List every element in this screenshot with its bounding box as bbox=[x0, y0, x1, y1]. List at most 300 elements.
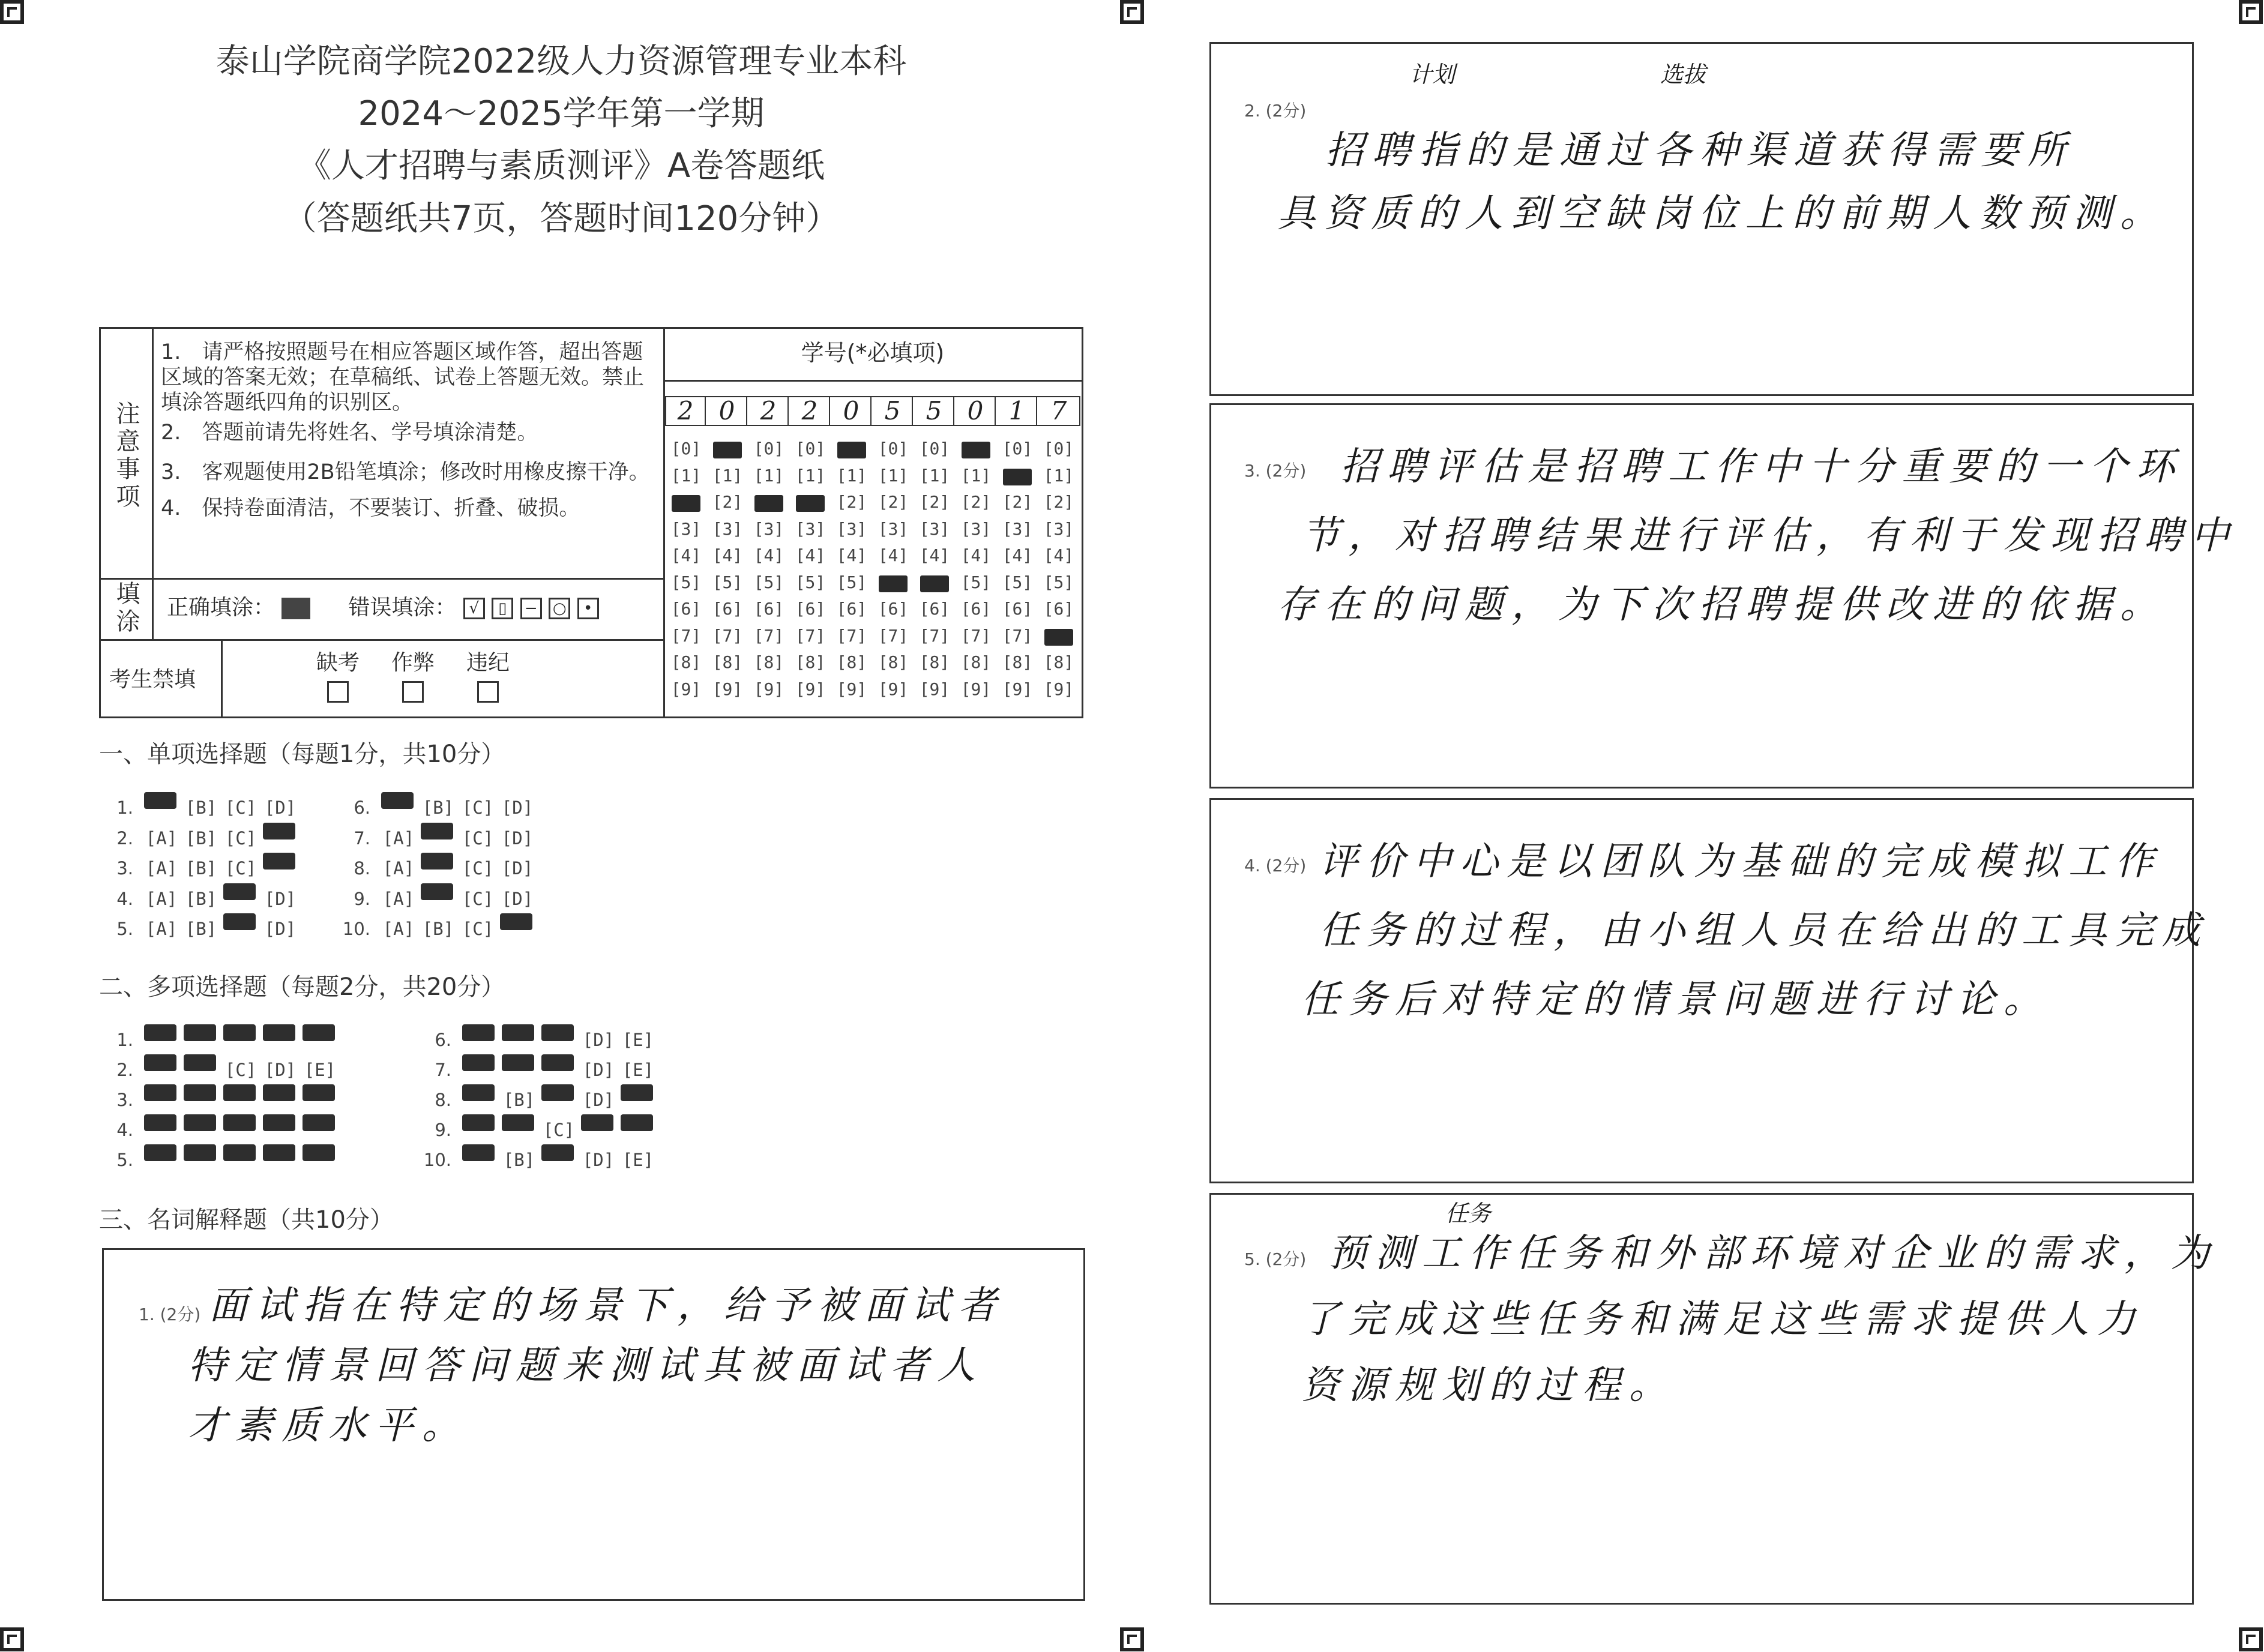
student-id-bubble[interactable]: [4] bbox=[670, 545, 702, 565]
multi-choice-row bbox=[414, 1138, 658, 1170]
student-id-bubble[interactable]: [4] bbox=[795, 545, 826, 565]
corner-marker-top-center bbox=[1120, 0, 1144, 24]
choice-bubble-d[interactable]: [D] bbox=[501, 858, 534, 879]
choice-bubble-a[interactable] bbox=[142, 1078, 181, 1106]
wrong-fill-circle-icon: ○ bbox=[549, 598, 570, 619]
q1-answer-line-1: 面试指在特定的场景下，给予被面试者 bbox=[209, 1284, 1005, 1328]
student-id-bubble[interactable]: [0] bbox=[1002, 439, 1033, 458]
q4-answer-line-3: 任务后对特定的情景问题进行讨论。 bbox=[1301, 978, 2050, 1022]
student-id-bubble[interactable]: [3] bbox=[1002, 518, 1033, 539]
question-number: 4. bbox=[116, 1120, 133, 1140]
choice-bubble-d[interactable]: [D] bbox=[501, 888, 534, 909]
choice-bubble-d[interactable]: [D] bbox=[582, 1150, 615, 1170]
student-id-bubble[interactable]: [4] bbox=[1043, 545, 1074, 565]
choice-bubble-a[interactable]: [A] bbox=[145, 919, 178, 939]
student-id-bubble[interactable]: [3] bbox=[836, 518, 867, 539]
choice-bubble-a[interactable] bbox=[460, 1048, 499, 1076]
student-id-bubble[interactable]: [6] bbox=[712, 599, 743, 619]
header-line-3: 《人才招聘与素质测评》A卷答题纸 bbox=[297, 146, 825, 185]
choice-bubble-c[interactable]: [C] bbox=[462, 919, 494, 939]
student-id-bubble[interactable]: [8] bbox=[919, 652, 950, 672]
question-number: 7. bbox=[354, 828, 370, 849]
corner-marker-top-right bbox=[2239, 0, 2263, 24]
choice-bubble-b[interactable] bbox=[181, 1018, 221, 1046]
choice-bubble-d[interactable] bbox=[260, 1138, 300, 1166]
student-id-bubble[interactable]: [2] bbox=[712, 492, 743, 512]
answer-box-q2[interactable] bbox=[1209, 42, 2194, 396]
notice-label: 注意事项 bbox=[112, 401, 140, 511]
student-id-bubble[interactable]: [9] bbox=[1002, 679, 1033, 699]
student-id-bubble[interactable]: [1] bbox=[878, 465, 909, 485]
student-id-bubble[interactable]: [8] bbox=[960, 652, 992, 672]
student-id-bubble[interactable]: [5] bbox=[712, 572, 743, 592]
q4-answer-line-1: 评价中心是以团队为基础的完成模拟工作 bbox=[1319, 840, 2162, 884]
q1-answer-line-3: 才素质水平。 bbox=[188, 1404, 469, 1448]
choice-bubble-c[interactable]: [C] bbox=[224, 1060, 257, 1080]
choice-bubble-b[interactable]: [B] bbox=[185, 919, 217, 939]
correct-fill-sample bbox=[281, 598, 310, 619]
proctor-label: 考生禁填 bbox=[109, 667, 196, 692]
student-id-bubble[interactable]: [9] bbox=[753, 679, 784, 699]
student-id-digit: 0 bbox=[832, 396, 872, 426]
choice-bubble-b[interactable]: [B] bbox=[185, 888, 217, 909]
student-id-bubble[interactable] bbox=[917, 571, 953, 595]
student-id-bubble[interactable]: [6] bbox=[1002, 599, 1033, 619]
choice-bubble-e[interactable] bbox=[300, 1018, 340, 1046]
choice-bubble-c[interactable] bbox=[221, 1138, 260, 1166]
choice-bubble-a[interactable]: [A] bbox=[145, 858, 178, 879]
proctor-option-absent[interactable]: 缺考 bbox=[311, 650, 365, 703]
single-choice-row bbox=[333, 877, 537, 909]
student-id-bubble[interactable]: [2] bbox=[960, 492, 992, 512]
student-id-bubble[interactable]: [0] bbox=[795, 439, 826, 458]
student-id-bubble[interactable] bbox=[958, 437, 994, 461]
student-id-bubble[interactable]: [1] bbox=[960, 465, 992, 485]
student-id-bubble[interactable]: [4] bbox=[960, 545, 992, 565]
choice-bubble-e[interactable] bbox=[300, 1078, 340, 1106]
student-id-bubble[interactable]: [2] bbox=[836, 492, 867, 512]
choice-bubble-d[interactable] bbox=[579, 1108, 618, 1136]
choice-bubble-a[interactable]: [A] bbox=[382, 828, 415, 849]
multi-choice-row bbox=[96, 1108, 340, 1140]
student-id-bubble[interactable]: [7] bbox=[795, 625, 826, 646]
choice-bubble-d[interactable] bbox=[260, 1078, 300, 1106]
student-id-bubble[interactable] bbox=[834, 437, 870, 461]
single-choice-row bbox=[96, 817, 300, 849]
student-id-bubble[interactable]: [6] bbox=[795, 599, 826, 619]
student-id-bubble[interactable]: [3] bbox=[712, 518, 743, 539]
question-number: 5. bbox=[116, 1150, 133, 1170]
notice-item-2: 2. 答题前请先将姓名、学号填涂清楚。 bbox=[161, 421, 538, 445]
student-id-bubble[interactable]: [4] bbox=[919, 545, 950, 565]
student-id-bubble[interactable]: [4] bbox=[712, 545, 743, 565]
student-id-bubble[interactable]: [5] bbox=[670, 572, 702, 592]
choice-bubble-c[interactable]: [C] bbox=[224, 858, 257, 879]
student-id-bubble[interactable]: [8] bbox=[753, 652, 784, 672]
student-id-bubble[interactable]: [3] bbox=[960, 518, 992, 539]
student-id-bubble[interactable]: [9] bbox=[712, 679, 743, 699]
choice-bubble-a[interactable] bbox=[460, 1078, 499, 1106]
q2-answer-line-2: 具资质的人到空缺岗位上的前期人数预测。 bbox=[1277, 191, 2167, 236]
question-number: 2. bbox=[116, 828, 133, 849]
fill-example-row bbox=[167, 593, 599, 623]
student-id-bubble[interactable]: [7] bbox=[960, 625, 992, 646]
question-number: 10. bbox=[342, 919, 370, 939]
choice-bubble-a[interactable]: [A] bbox=[382, 888, 415, 909]
choice-bubble-d[interactable]: [D] bbox=[582, 1060, 615, 1080]
student-id-bubble[interactable]: [7] bbox=[1002, 625, 1033, 646]
student-id-bubble[interactable]: [5] bbox=[960, 572, 992, 592]
student-id-bubble[interactable] bbox=[668, 490, 704, 514]
choice-bubble-d[interactable]: [D] bbox=[582, 1090, 615, 1110]
q3-answer-line-3: 存在的问题，为下次招聘提供改进的依据。 bbox=[1277, 583, 2167, 627]
q1-answer-line-2: 特定情景回答问题来测试其被面试者人 bbox=[188, 1344, 984, 1388]
choice-bubble-b[interactable] bbox=[418, 847, 458, 874]
choice-bubble-e[interactable] bbox=[618, 1078, 658, 1106]
single-choice-row bbox=[333, 847, 537, 879]
student-id-digit: 0 bbox=[708, 396, 747, 426]
choice-bubble-c[interactable]: [C] bbox=[224, 797, 257, 818]
student-id-bubble[interactable] bbox=[1041, 624, 1077, 648]
student-id-digit: 5 bbox=[915, 396, 954, 426]
question-number: 1. bbox=[116, 797, 133, 818]
student-id-bubble[interactable]: [5] bbox=[753, 572, 784, 592]
student-id-bubble[interactable]: [9] bbox=[670, 679, 702, 699]
student-id-bubble[interactable]: [7] bbox=[919, 625, 950, 646]
choice-bubble-e[interactable]: [E] bbox=[622, 1060, 654, 1080]
choice-bubble-e[interactable]: [E] bbox=[622, 1150, 654, 1170]
choice-bubble-a[interactable] bbox=[379, 786, 418, 814]
single-choice-row bbox=[96, 847, 300, 879]
student-id-bubble[interactable]: [0] bbox=[919, 439, 950, 458]
choice-bubble-e[interactable] bbox=[618, 1108, 658, 1136]
proctor-option-violation[interactable]: 违纪 bbox=[461, 650, 515, 703]
question-number: 6. bbox=[354, 797, 370, 818]
wrong-fill-dash-icon: − bbox=[520, 598, 542, 619]
section1-title: 一、单项选择题（每题1分，共10分） bbox=[99, 740, 505, 768]
q2-annotation: 计划 选拔 bbox=[1409, 61, 1706, 88]
student-id-bubble[interactable]: [8] bbox=[1043, 652, 1074, 672]
student-id-bubble[interactable]: [1] bbox=[795, 465, 826, 485]
student-id-bubble[interactable]: [9] bbox=[836, 679, 867, 699]
q3-label: 3. (2分) bbox=[1244, 461, 1307, 481]
student-id-bubble[interactable]: [0] bbox=[878, 439, 909, 458]
student-id-bubble[interactable] bbox=[709, 437, 745, 461]
fill-label: 填涂 bbox=[112, 581, 140, 636]
student-id-bubble[interactable]: [3] bbox=[878, 518, 909, 539]
choice-bubble-c[interactable] bbox=[221, 907, 260, 935]
question-number: 9. bbox=[435, 1120, 451, 1140]
choice-bubble-b[interactable] bbox=[181, 1108, 221, 1136]
choice-bubble-b[interactable] bbox=[181, 1048, 221, 1076]
q4-label: 4. (2分) bbox=[1244, 856, 1307, 876]
student-id-bubble[interactable]: [9] bbox=[795, 679, 826, 699]
question-number: 8. bbox=[435, 1090, 451, 1110]
student-id-bubble[interactable]: [3] bbox=[753, 518, 784, 539]
choice-bubble-b[interactable]: [B] bbox=[185, 858, 217, 879]
student-id-bubble[interactable]: [1] bbox=[836, 465, 867, 485]
choice-bubble-e[interactable] bbox=[300, 1138, 340, 1166]
choice-bubble-b[interactable]: [B] bbox=[503, 1150, 535, 1170]
answer-box-q5[interactable] bbox=[1209, 1193, 2218, 1605]
student-id-bubble[interactable]: [1] bbox=[1043, 465, 1074, 485]
student-id-bubble[interactable]: [9] bbox=[919, 679, 950, 699]
choice-bubble-c[interactable]: [C] bbox=[224, 828, 257, 849]
q3-answer-line-1: 招聘评估是招聘工作中十分重要的一个环 bbox=[1340, 445, 2183, 489]
choice-bubble-a[interactable]: [A] bbox=[145, 828, 178, 849]
answer-box-q3[interactable] bbox=[1209, 403, 2238, 788]
choice-bubble-d[interactable]: [D] bbox=[264, 888, 297, 909]
student-id-bubble[interactable]: [5] bbox=[795, 572, 826, 592]
multi-choice-row bbox=[414, 1078, 658, 1110]
student-id-bubble[interactable] bbox=[875, 571, 911, 595]
choice-bubble-b[interactable] bbox=[418, 817, 458, 844]
header-line-4: （答题纸共7页，答题时间120分钟） bbox=[283, 199, 840, 238]
student-id-bubble[interactable] bbox=[999, 464, 1035, 488]
single-choice-row bbox=[96, 907, 300, 939]
choice-bubble-d[interactable]: [D] bbox=[264, 797, 297, 818]
choice-bubble-e[interactable]: [E] bbox=[622, 1030, 654, 1050]
choice-bubble-a[interactable] bbox=[142, 1108, 181, 1136]
question-number: 1. bbox=[116, 1030, 133, 1050]
choice-bubble-d[interactable] bbox=[260, 1018, 300, 1046]
student-id-bubble[interactable]: [9] bbox=[960, 679, 992, 699]
student-id-bubble[interactable]: [7] bbox=[878, 625, 909, 646]
student-id-bubble[interactable]: [4] bbox=[753, 545, 784, 565]
student-id-bubble[interactable]: [5] bbox=[1002, 572, 1033, 592]
proctor-option-cheating[interactable]: 作弊 bbox=[386, 650, 440, 703]
student-id-bubble[interactable]: [2] bbox=[1002, 492, 1033, 512]
q5-answer-line-2: 了完成这些任务和满足这些需求提供人力 bbox=[1301, 1297, 2144, 1342]
multi-choice-row bbox=[96, 1018, 340, 1050]
multi-choice-row bbox=[96, 1078, 340, 1110]
choice-bubble-c[interactable] bbox=[221, 1018, 260, 1046]
student-id-digit: 2 bbox=[790, 396, 830, 426]
choice-bubble-c[interactable] bbox=[539, 1048, 579, 1076]
student-id-bubble[interactable]: [3] bbox=[1043, 518, 1074, 539]
choice-bubble-c[interactable] bbox=[221, 1078, 260, 1106]
student-id-bubble[interactable]: [3] bbox=[919, 518, 950, 539]
question-number: 9. bbox=[354, 888, 370, 909]
notice-item-4: 4. 保持卷面清洁，不要装订、折叠、破损。 bbox=[161, 496, 580, 520]
question-number: 8. bbox=[354, 858, 370, 879]
choice-bubble-c[interactable] bbox=[539, 1138, 579, 1166]
header-line-2: 2024～2025学年第一学期 bbox=[358, 94, 765, 133]
single-choice-row bbox=[333, 817, 537, 849]
student-id-bubble[interactable]: [7] bbox=[712, 625, 743, 646]
student-id-bubble[interactable]: [2] bbox=[919, 492, 950, 512]
student-id-bubble[interactable]: [6] bbox=[1043, 599, 1074, 619]
single-choice-row bbox=[96, 786, 300, 818]
choice-bubble-c[interactable]: [C] bbox=[462, 858, 494, 879]
student-id-bubble[interactable]: [6] bbox=[836, 599, 867, 619]
q5-annotation: 任务 bbox=[1445, 1200, 1492, 1227]
q3-answer-line-2: 节，对招聘结果进行评估，有利于发现招聘中 bbox=[1301, 514, 2238, 558]
choice-bubble-b[interactable] bbox=[499, 1048, 539, 1076]
choice-bubble-a[interactable] bbox=[460, 1108, 499, 1136]
multi-choice-row bbox=[414, 1108, 658, 1140]
wrong-fill-dot-icon: • bbox=[577, 598, 599, 619]
question-number: 2. bbox=[116, 1060, 133, 1080]
student-id-bubble[interactable]: [1] bbox=[670, 465, 702, 485]
choice-bubble-d[interactable] bbox=[260, 817, 300, 844]
student-id-bubble[interactable]: [6] bbox=[919, 599, 950, 619]
q4-answer-line-2: 任务的过程，由小组人员在给出的工具完成 bbox=[1319, 909, 2209, 953]
choice-bubble-d[interactable]: [D] bbox=[264, 1060, 297, 1080]
student-id-bubble[interactable]: [4] bbox=[836, 545, 867, 565]
choice-bubble-d[interactable] bbox=[260, 847, 300, 874]
answer-box-q4[interactable] bbox=[1209, 798, 2209, 1183]
notice-item-1: 1. 请严格按照题号在相应答题区域作答，超出答题区域的答案无效；在草稿纸、试卷上答题无效。禁止填涂答题纸四角的识别区。 bbox=[161, 340, 645, 415]
student-id-bubble[interactable]: [5] bbox=[836, 572, 867, 592]
section2-title: 二、多项选择题（每题2分，共20分） bbox=[99, 973, 505, 1001]
student-id-bubble[interactable]: [7] bbox=[670, 625, 702, 646]
notice-item-3: 3. 客观题使用2B铅笔填涂；修改时用橡皮擦干净。 bbox=[161, 460, 650, 484]
correct-fill-label: 正确填涂： bbox=[167, 595, 275, 620]
choice-bubble-a[interactable] bbox=[460, 1018, 499, 1046]
choice-bubble-d[interactable] bbox=[260, 1108, 300, 1136]
q1-label: 1. (2分) bbox=[139, 1305, 201, 1324]
student-id-bubble[interactable]: [4] bbox=[1002, 545, 1033, 565]
student-id-bubble[interactable]: [6] bbox=[670, 599, 702, 619]
choice-bubble-a[interactable]: [A] bbox=[382, 858, 415, 879]
corner-marker-bottom-right bbox=[2239, 1627, 2263, 1651]
student-id-bubble[interactable]: [1] bbox=[753, 465, 784, 485]
student-id-bubble[interactable]: [2] bbox=[878, 492, 909, 512]
student-id-bubble[interactable]: [0] bbox=[753, 439, 784, 458]
question-number: 3. bbox=[116, 858, 133, 879]
student-id-bubble[interactable]: [6] bbox=[960, 599, 992, 619]
choice-bubble-b[interactable]: [B] bbox=[185, 828, 217, 849]
student-id-title: 学号(*必填项) bbox=[801, 340, 945, 366]
student-id-bubble[interactable]: [8] bbox=[670, 652, 702, 672]
choice-bubble-a[interactable] bbox=[142, 1018, 181, 1046]
question-number: 3. bbox=[116, 1090, 133, 1110]
choice-bubble-b[interactable]: [B] bbox=[185, 797, 217, 818]
student-id-bubble[interactable]: [2] bbox=[1043, 492, 1074, 512]
student-id-digit: 2 bbox=[666, 396, 706, 426]
student-id-bubble[interactable]: [5] bbox=[1043, 572, 1074, 592]
multi-choice-row bbox=[414, 1048, 658, 1080]
choice-bubble-c[interactable] bbox=[539, 1018, 579, 1046]
question-number: 5. bbox=[116, 919, 133, 939]
notice-text bbox=[161, 340, 653, 521]
student-id-digit: 0 bbox=[956, 396, 996, 426]
choice-bubble-d[interactable]: [D] bbox=[582, 1030, 615, 1050]
student-id-digit: 7 bbox=[1050, 396, 1067, 425]
student-id-bubble[interactable]: [9] bbox=[878, 679, 909, 699]
choice-bubble-c[interactable] bbox=[221, 1108, 260, 1136]
single-choice-row bbox=[333, 786, 537, 818]
choice-bubble-c[interactable]: [C] bbox=[543, 1120, 575, 1140]
student-id-bubble[interactable]: [3] bbox=[670, 518, 702, 539]
choice-bubble-b[interactable] bbox=[181, 1078, 221, 1106]
choice-bubble-c[interactable] bbox=[539, 1078, 579, 1106]
choice-bubble-d[interactable]: [D] bbox=[501, 828, 534, 849]
choice-bubble-c[interactable]: [C] bbox=[462, 828, 494, 849]
choice-bubble-a[interactable]: [A] bbox=[382, 919, 415, 939]
student-id-bubble[interactable]: [1] bbox=[919, 465, 950, 485]
q2-answer-line-1: 招聘指的是通过各种渠道获得需要所 bbox=[1325, 128, 2074, 173]
choice-bubble-c[interactable] bbox=[221, 877, 260, 905]
choice-bubble-e[interactable]: [E] bbox=[304, 1060, 336, 1080]
student-id-bubble[interactable]: [3] bbox=[795, 518, 826, 539]
question-number: 10. bbox=[423, 1150, 451, 1170]
student-id-bubble[interactable]: [8] bbox=[1002, 652, 1033, 672]
choice-bubble-b[interactable] bbox=[418, 877, 458, 905]
student-id-bubble[interactable]: [0] bbox=[1043, 439, 1074, 458]
q5-answer-line-1: 预测工作任务和外部环境对企业的需求，为 bbox=[1328, 1231, 2218, 1276]
choice-bubble-a[interactable]: [A] bbox=[145, 888, 178, 909]
choice-bubble-a[interactable] bbox=[142, 786, 181, 814]
student-id-bubble[interactable]: [0] bbox=[670, 439, 702, 458]
student-id-bubble[interactable]: [8] bbox=[878, 652, 909, 672]
student-id-bubble[interactable]: [8] bbox=[836, 652, 867, 672]
single-choice-row bbox=[333, 907, 537, 939]
multi-choice-row bbox=[96, 1138, 340, 1170]
student-id-bubble[interactable]: [8] bbox=[712, 652, 743, 672]
student-id-digit: 2 bbox=[749, 396, 789, 426]
question-number: 4. bbox=[116, 888, 133, 909]
student-id-bubble[interactable]: [7] bbox=[753, 625, 784, 646]
wrong-fill-check-icon: √ bbox=[463, 598, 485, 619]
choice-bubble-c[interactable]: [C] bbox=[462, 888, 494, 909]
student-id-bubble[interactable]: [6] bbox=[753, 599, 784, 619]
q5-answer-line-3: 资源规划的过程。 bbox=[1301, 1363, 1676, 1408]
student-id-bubble[interactable] bbox=[792, 490, 828, 514]
single-choice-row bbox=[96, 877, 300, 909]
question-number: 7. bbox=[435, 1060, 451, 1080]
choice-bubble-b[interactable]: [B] bbox=[422, 797, 454, 818]
student-id-digit: 1 bbox=[998, 396, 1037, 426]
student-id-bubble[interactable]: [8] bbox=[795, 652, 826, 672]
answer-box-q1[interactable] bbox=[102, 1248, 1085, 1601]
student-id-bubble[interactable]: [4] bbox=[878, 545, 909, 565]
wrong-fill-half-icon: ▯ bbox=[492, 598, 513, 619]
student-id-bubble[interactable]: [1] bbox=[712, 465, 743, 485]
choice-bubble-b[interactable]: [B] bbox=[422, 919, 454, 939]
choice-bubble-c[interactable]: [C] bbox=[462, 797, 494, 818]
choice-bubble-d[interactable]: [D] bbox=[264, 919, 297, 939]
choice-bubble-a[interactable] bbox=[142, 1138, 181, 1166]
student-id-bubble[interactable]: [6] bbox=[878, 599, 909, 619]
corner-marker-bottom-center bbox=[1120, 1627, 1144, 1651]
choice-bubble-b[interactable] bbox=[499, 1018, 539, 1046]
choice-bubble-d[interactable]: [D] bbox=[501, 797, 534, 818]
wrong-fill-label: 错误填涂： bbox=[348, 595, 457, 620]
section3-title: 三、名词解释题（共10分） bbox=[99, 1206, 394, 1234]
corner-marker-top-left bbox=[0, 0, 24, 24]
question-number: 6. bbox=[435, 1030, 451, 1050]
choice-bubble-a[interactable] bbox=[460, 1138, 499, 1166]
choice-bubble-b[interactable]: [B] bbox=[503, 1090, 535, 1110]
choice-bubble-d[interactable] bbox=[498, 907, 537, 935]
multi-choice-row bbox=[414, 1018, 658, 1050]
header-line-1: 泰山学院商学院2022级人力资源管理专业本科 bbox=[215, 42, 907, 81]
student-id-bubble[interactable] bbox=[751, 490, 787, 514]
student-id-bubble[interactable]: [9] bbox=[1043, 679, 1074, 699]
corner-marker-bottom-left bbox=[0, 1627, 24, 1651]
choice-bubble-b[interactable] bbox=[181, 1138, 221, 1166]
student-id-bubble[interactable]: [7] bbox=[836, 625, 867, 646]
choice-bubble-e[interactable] bbox=[300, 1108, 340, 1136]
q5-label: 5. (2分) bbox=[1244, 1249, 1307, 1269]
multi-choice-row bbox=[96, 1048, 340, 1080]
choice-bubble-a[interactable] bbox=[142, 1048, 181, 1076]
choice-bubble-b[interactable] bbox=[499, 1108, 539, 1136]
student-id-digit: 5 bbox=[873, 396, 913, 426]
q2-label: 2. (2分) bbox=[1244, 101, 1307, 121]
